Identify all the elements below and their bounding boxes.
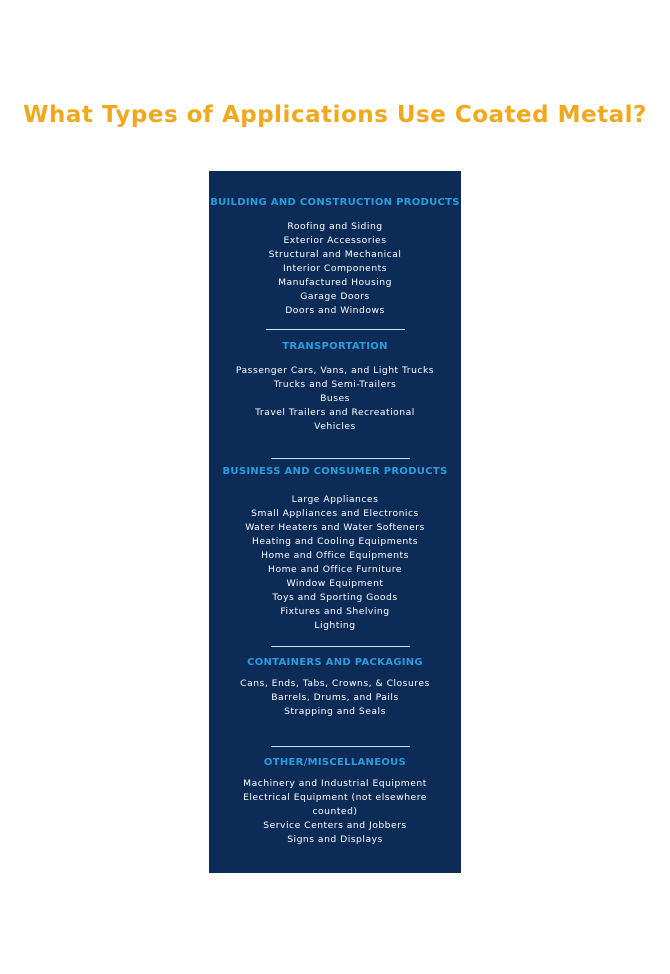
section-building-construction	[209, 196, 461, 318]
section-divider	[271, 646, 410, 647]
section-business-consumer	[209, 465, 461, 633]
section-heading: TRANSPORTATION	[282, 341, 388, 352]
list-item: Strapping and Seals	[284, 706, 386, 717]
section-containers-packaging	[209, 656, 461, 719]
list-item: Water Heaters and Water Softeners	[245, 522, 425, 533]
section-transportation	[209, 340, 461, 434]
section-other-miscellaneous	[209, 756, 461, 847]
list-item: Toys and Sporting Goods	[272, 592, 398, 603]
section-heading: OTHER/MISCELLANEOUS	[263, 757, 407, 768]
list-item: Barrels, Drums, and Pails	[271, 692, 399, 703]
list-item: Fixtures and Shelving	[280, 606, 390, 617]
list-item: Home and Office Equipments	[261, 550, 409, 561]
section-item-list	[209, 220, 461, 318]
list-item: Window Equipment	[286, 578, 384, 589]
list-item: Interior Components	[282, 263, 388, 274]
title-text: What Types of Applications Use Coated Metal?	[23, 102, 647, 128]
section-heading: BUILDING AND CONSTRUCTION PRODUCTS	[210, 197, 460, 208]
list-item: Manufactured Housing	[278, 277, 392, 288]
section-item-list	[209, 364, 461, 434]
list-item: Cans, Ends, Tabs, Crowns, & Closures	[240, 678, 430, 689]
list-item: Service Centers and Jobbers	[263, 820, 407, 831]
list-item: Roofing and Siding	[287, 221, 383, 232]
section-item-list	[209, 677, 461, 719]
list-item: Structural and Mechanical	[268, 249, 402, 260]
section-divider	[271, 746, 410, 747]
list-item: Travel Trailers and Recreational Vehicles	[255, 407, 415, 432]
list-item: Heating and Cooling Equipments	[251, 536, 419, 547]
list-item: Small Appliances and Electronics	[251, 508, 419, 519]
list-item: Passenger Cars, Vans, and Light Trucks	[235, 365, 435, 376]
list-item: Home and Office Furniture	[268, 564, 402, 575]
section-item-list	[209, 777, 461, 847]
section-item-list	[209, 493, 461, 633]
section-divider	[271, 458, 410, 459]
list-item: Doors and Windows	[285, 305, 385, 316]
list-item: Exterior Accessories	[283, 235, 387, 246]
section-heading: BUSINESS AND CONSUMER PRODUCTS	[222, 466, 448, 477]
section-divider	[266, 329, 405, 330]
list-item: Large Appliances	[291, 494, 379, 505]
list-item: Machinery and Industrial Equipment	[243, 778, 427, 789]
list-item: Trucks and Semi-Trailers	[273, 379, 397, 390]
section-heading: CONTAINERS AND PACKAGING	[247, 657, 423, 668]
list-item: Signs and Displays	[287, 834, 383, 845]
list-item: Garage Doors	[300, 291, 370, 302]
list-item: Lighting	[314, 620, 356, 631]
page-title	[0, 98, 670, 132]
list-item: Buses	[320, 393, 350, 404]
applications-panel	[209, 171, 461, 873]
list-item: Electrical Equipment (not elsewhere counted)	[243, 792, 427, 817]
